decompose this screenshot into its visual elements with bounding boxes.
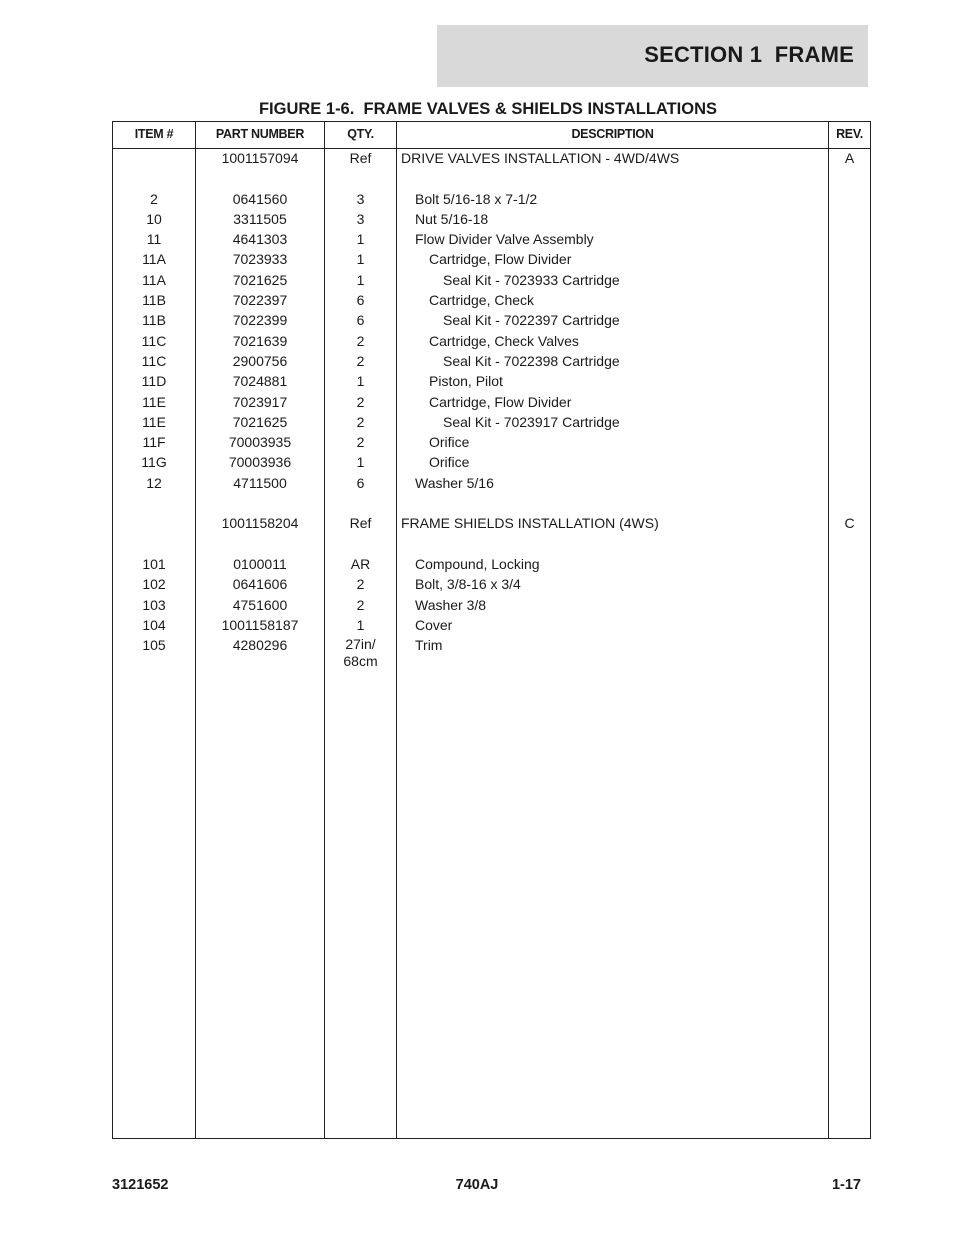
description-cell: Nut 5/16-18 — [415, 210, 489, 227]
qty-cell: 2 — [356, 352, 365, 369]
table-row — [113, 149, 870, 169]
part-number-cell: 0641606 — [232, 576, 288, 593]
table-row — [113, 352, 870, 372]
part-number-cell: 7022397 — [232, 292, 288, 309]
item-cell: 12 — [146, 474, 162, 491]
qty-cell: 1 — [356, 271, 365, 288]
table-row — [113, 210, 870, 230]
description-cell: Cartridge, Flow Divider — [429, 251, 572, 268]
description-cell: Trim — [415, 637, 443, 654]
part-number-cell: 7023917 — [232, 393, 288, 410]
description-cell: DRIVE VALVES INSTALLATION - 4WD/4WS — [401, 150, 680, 166]
description-cell: Cartridge, Flow Divider — [429, 393, 572, 410]
item-cell: 11B — [142, 312, 166, 329]
table-row — [113, 596, 870, 616]
item-cell: 2 — [150, 190, 158, 207]
column-header-description: DESCRIPTION — [571, 127, 654, 141]
qty-cell: 6 — [356, 474, 365, 491]
table-row — [113, 372, 870, 392]
item-cell: 11A — [142, 271, 166, 288]
qty-cell: 6 — [356, 292, 365, 309]
description-cell: Washer 5/16 — [415, 474, 494, 491]
item-cell: 104 — [142, 616, 166, 633]
table-row — [113, 291, 870, 311]
description-cell: Seal Kit - 7023917 Cartridge — [443, 413, 620, 430]
qty-cell: 2 — [356, 596, 365, 613]
qty-cell: 1 — [356, 373, 365, 390]
table-row — [113, 413, 870, 433]
part-number-cell: 0641560 — [232, 190, 288, 207]
qty-cell: 2 — [356, 576, 365, 593]
part-number-cell: 4711500 — [233, 474, 287, 491]
column-header-qty: QTY. — [347, 127, 374, 141]
description-cell: Cover — [415, 616, 453, 633]
part-number-cell: 7021639 — [232, 332, 288, 349]
part-number-cell: 7021625 — [232, 413, 288, 430]
part-number-cell: 7023933 — [232, 251, 288, 268]
table-row — [113, 230, 870, 250]
column-header-part-number: PART NUMBER — [215, 127, 305, 141]
parts-table — [112, 121, 871, 1139]
table-row — [113, 190, 870, 210]
description-cell: FRAME SHIELDS INSTALLATION (4WS) — [401, 515, 659, 532]
section-title: SECTION 1 FRAME — [644, 42, 854, 67]
qty-cell: Ref — [349, 515, 372, 532]
item-cell: 11D — [141, 373, 167, 390]
qty-cell: 3 — [356, 190, 365, 207]
item-cell: 11 — [146, 231, 162, 248]
table-row — [113, 332, 870, 352]
qty-cell: 2 — [356, 434, 365, 451]
table-row — [113, 575, 870, 595]
rev-cell: A — [844, 150, 855, 166]
table-row — [113, 555, 870, 575]
qty-cell: 3 — [356, 210, 365, 227]
table-row-spacer — [113, 169, 870, 189]
table-row — [113, 636, 870, 670]
qty-cell: 2 — [356, 393, 365, 410]
figure-title: FIGURE 1-6. FRAME VALVES & SHIELDS INSTALLATIONS — [258, 100, 718, 118]
description-cell: Cartridge, Check Valves — [429, 332, 579, 349]
description-cell: Seal Kit - 7022398 Cartridge — [443, 352, 620, 369]
part-number-cell: 2900756 — [232, 352, 288, 369]
part-number-cell: 7024881 — [232, 373, 288, 390]
description-cell: Washer 3/8 — [415, 596, 487, 613]
qty-cell: 6 — [356, 312, 365, 329]
part-number-cell: 1001158187 — [221, 616, 299, 633]
description-cell: Bolt 5/16-18 x 7-1/2 — [415, 190, 538, 207]
qty-cell: 1 — [356, 231, 365, 248]
column-header-rev: REV. — [836, 127, 863, 141]
qty-cell: 1 — [356, 454, 365, 471]
description-cell: Seal Kit - 7023933 Cartridge — [443, 271, 620, 288]
footer-doc-number: 3121652 — [112, 1177, 169, 1193]
table-row — [113, 474, 870, 494]
table-row — [113, 433, 870, 453]
table-row — [113, 393, 870, 413]
item-cell: 11E — [142, 393, 166, 410]
rev-cell: C — [844, 515, 855, 532]
part-number-cell: 4751600 — [232, 596, 288, 613]
item-cell: 102 — [142, 576, 166, 593]
table-row — [113, 616, 870, 636]
description-cell: Compound, Locking — [415, 555, 540, 572]
description-cell: Bolt, 3/8-16 x 3/4 — [415, 576, 521, 593]
qty-cell: 2 — [356, 413, 365, 430]
part-number-cell: 1001158204 — [221, 515, 299, 532]
table-row-spacer — [113, 535, 870, 555]
footer-page-number: 1-17 — [831, 1177, 861, 1193]
item-cell: 11C — [141, 352, 167, 369]
item-cell: 11F — [142, 434, 166, 451]
description-cell: Cartridge, Check — [429, 292, 535, 309]
part-number-cell: 7022399 — [232, 312, 288, 329]
description-cell: Piston, Pilot — [429, 373, 503, 390]
item-cell: 11B — [142, 292, 166, 309]
item-cell: 11C — [141, 332, 167, 349]
description-cell: Orifice — [429, 454, 470, 471]
part-number-cell: 4641303 — [232, 231, 288, 248]
item-cell: 11E — [142, 413, 166, 430]
table-row — [113, 514, 870, 534]
item-cell: 10 — [146, 210, 162, 227]
qty-line: 27in/ — [345, 636, 376, 653]
item-cell: 105 — [142, 637, 166, 654]
description-cell: Orifice — [429, 434, 470, 451]
table-row — [113, 250, 870, 270]
part-number-cell: 0100011 — [233, 555, 287, 572]
part-number-cell: 1001157094 — [221, 150, 299, 166]
part-number-cell: 70003935 — [228, 434, 292, 451]
part-number-cell: 4280296 — [232, 637, 288, 654]
qty-cell: AR — [350, 555, 371, 572]
item-cell: 11A — [142, 251, 166, 268]
part-number-cell: 3311505 — [233, 210, 287, 227]
item-cell: 11G — [141, 454, 167, 471]
item-cell: 103 — [142, 596, 166, 613]
qty-cell: 2 — [356, 332, 365, 349]
footer-model: 740AJ — [455, 1177, 499, 1193]
column-header-item: ITEM # — [134, 127, 174, 141]
qty-cell — [325, 636, 396, 670]
table-row-spacer — [113, 494, 870, 514]
part-number-cell: 7021625 — [232, 271, 288, 288]
table-row — [113, 453, 870, 473]
description-cell: Seal Kit - 7022397 Cartridge — [443, 312, 620, 329]
table-body — [113, 149, 870, 670]
item-cell: 101 — [142, 555, 166, 572]
description-cell: Flow Divider Valve Assembly — [415, 231, 594, 248]
qty-line: 68cm — [343, 653, 378, 670]
table-row — [113, 271, 870, 291]
table-row — [113, 311, 870, 331]
section-banner — [437, 25, 868, 87]
part-number-cell: 70003936 — [228, 454, 292, 471]
qty-cell: 1 — [356, 251, 365, 268]
qty-cell: Ref — [349, 150, 372, 166]
qty-cell: 1 — [356, 616, 365, 633]
